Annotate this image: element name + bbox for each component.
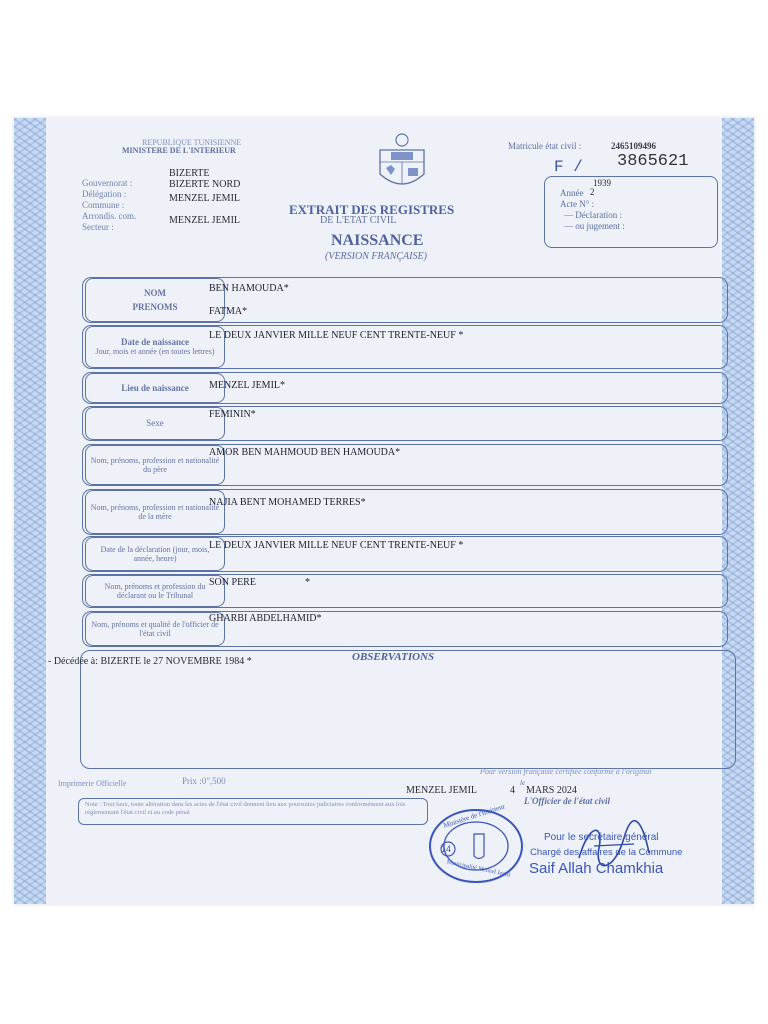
- commune-label: Commune :: [82, 200, 125, 210]
- row-officier: [82, 611, 728, 647]
- place-value: MENZEL JEMIL: [406, 785, 478, 796]
- delegation-label: Délégation :: [82, 189, 127, 199]
- matricule-value: 2465109496: [611, 141, 656, 151]
- prenoms-value: FATMA*: [209, 306, 248, 317]
- date-naissance-title: Date de naissance: [121, 337, 189, 347]
- gouvernorat-value: BIZERTE: [169, 168, 210, 179]
- title-naissance: NAISSANCE: [331, 232, 424, 249]
- date-naissance-label: [85, 326, 225, 368]
- legal-note: Note : Tout faux, toute altération dans les actes de l'état civil donnent lieu aux poursuites judiciaires conformément aux lois réglementant l'état civil et au code pénal: [78, 798, 428, 825]
- row-lieu-naissance: [82, 372, 728, 404]
- date-naissance-value: LE DEUX JANVIER MILLE NEUF CENT TRENTE-NEUF *: [209, 330, 464, 341]
- stamp-top-text: Ministère de l'Intérieur: [442, 802, 506, 830]
- officier-value: GHARBI ABDELHAMID*: [209, 613, 322, 624]
- nom-prenoms-label: [85, 278, 225, 322]
- serial-number: 3865621: [617, 152, 689, 171]
- left-guilloche-border: [14, 118, 46, 904]
- prenoms-label: PRENOMS: [132, 302, 178, 312]
- sexe-value: FEMININ*: [209, 409, 256, 420]
- arrondissement-value: MENZEL JEMIL: [169, 215, 241, 226]
- observations-title: OBSERVATIONS: [352, 651, 435, 663]
- row-nom-prenoms: [82, 277, 728, 323]
- officier-label: Nom, prénoms et qualité de l'officier de l'état civil: [85, 612, 225, 646]
- certified-label: Pour version française certifiée conforme à l'original: [480, 767, 652, 776]
- secteur-label: Secteur :: [82, 222, 114, 232]
- stamp-number: 14: [441, 844, 452, 854]
- row-declaration: [82, 536, 728, 572]
- handwritten-signature-icon: [574, 818, 654, 878]
- delegation-value: BIZERTE NORD: [169, 179, 241, 190]
- sign-name: Saif Allah Chamkhia: [529, 860, 664, 877]
- declarant-label: Nom, prénoms et profession du déclarant ou le Tribunal: [85, 575, 225, 607]
- title-extrait: EXTRAIT DES REGISTRES: [289, 202, 455, 217]
- annee-extra: 2: [590, 187, 595, 197]
- gouvernorat-label: Gouvernorat :: [82, 178, 133, 188]
- stamp-bottom-text: Municipalité Menzel Jemil: [446, 859, 511, 879]
- prix-label: Prix :0",500: [182, 776, 226, 786]
- row-pere: [82, 444, 728, 486]
- day-sup: le: [520, 779, 526, 787]
- declaration-box-label: — Déclaration :: [564, 210, 622, 220]
- day-value: 4: [510, 785, 515, 796]
- serial-prefix: F /: [554, 158, 583, 176]
- nom-value: BEN HAMOUDA*: [209, 283, 289, 294]
- declarant-star: *: [305, 577, 310, 588]
- observations-box: [80, 650, 736, 769]
- nom-label: NOM: [144, 288, 166, 298]
- commune-value: MENZEL JEMIL: [169, 193, 241, 204]
- row-mere: [82, 489, 728, 535]
- observations-text: - Décédée à: BIZERTE le 27 NOVEMBRE 1984 *: [48, 656, 252, 667]
- declarant-value: SON PERE: [209, 577, 256, 588]
- officer-title: L'Officier de l'état civil: [524, 796, 611, 806]
- pere-value: AMOR BEN MAHMOUD BEN HAMOUDA*: [209, 447, 401, 458]
- title-etat-civil: DE L'ETAT CIVIL: [320, 215, 397, 226]
- republic-label: REPUBLIQUE TUNISIENNE: [142, 138, 242, 147]
- annee-value: 1939: [593, 178, 611, 188]
- sign-line-1: Pour le secrétaire général: [544, 832, 659, 843]
- annee-label: Année: [560, 188, 584, 198]
- title-version: (VERSION FRANÇAISE): [325, 251, 427, 262]
- arrondissement-label: Arrondis. com.: [82, 211, 137, 221]
- lieu-naissance-label: Lieu de naissance: [85, 373, 225, 403]
- imprimerie-label: Imprimerie Officielle: [58, 779, 127, 788]
- ministry-label: MINISTERE DE L'INTERIEUR: [122, 146, 236, 155]
- birth-certificate-document: [14, 118, 754, 904]
- row-date-naissance: [82, 325, 728, 369]
- declaration-label: Date de la déclaration (jour, mois, année, heure): [85, 537, 225, 571]
- jugement-box-label: — ou jugement :: [564, 221, 625, 231]
- tunisia-coat-of-arms-icon: [374, 132, 430, 194]
- lieu-naissance-value: MENZEL JEMIL*: [209, 380, 286, 391]
- sign-line-2: Chargé des affaires de la Commune: [530, 847, 683, 858]
- acte-label: Acte N° :: [560, 199, 595, 209]
- row-declarant: [82, 574, 728, 608]
- sexe-label: Sexe: [85, 407, 225, 440]
- pere-label: Nom, prénoms, profession et nationalité du père: [85, 445, 225, 485]
- date-value: MARS 2024: [526, 785, 577, 796]
- date-naissance-sub: Jour, mois et année (en toutes lettres): [95, 347, 215, 356]
- mere-value: NAJIA BENT MOHAMED TERRES*: [209, 497, 366, 508]
- declaration-value: LE DEUX JANVIER MILLE NEUF CENT TRENTE-NEUF *: [209, 540, 464, 551]
- matricule-label: Matricule état civil :: [508, 141, 582, 151]
- mere-label: Nom, prénoms, profession et nationalité de la mère: [85, 490, 225, 534]
- row-sexe: [82, 406, 728, 441]
